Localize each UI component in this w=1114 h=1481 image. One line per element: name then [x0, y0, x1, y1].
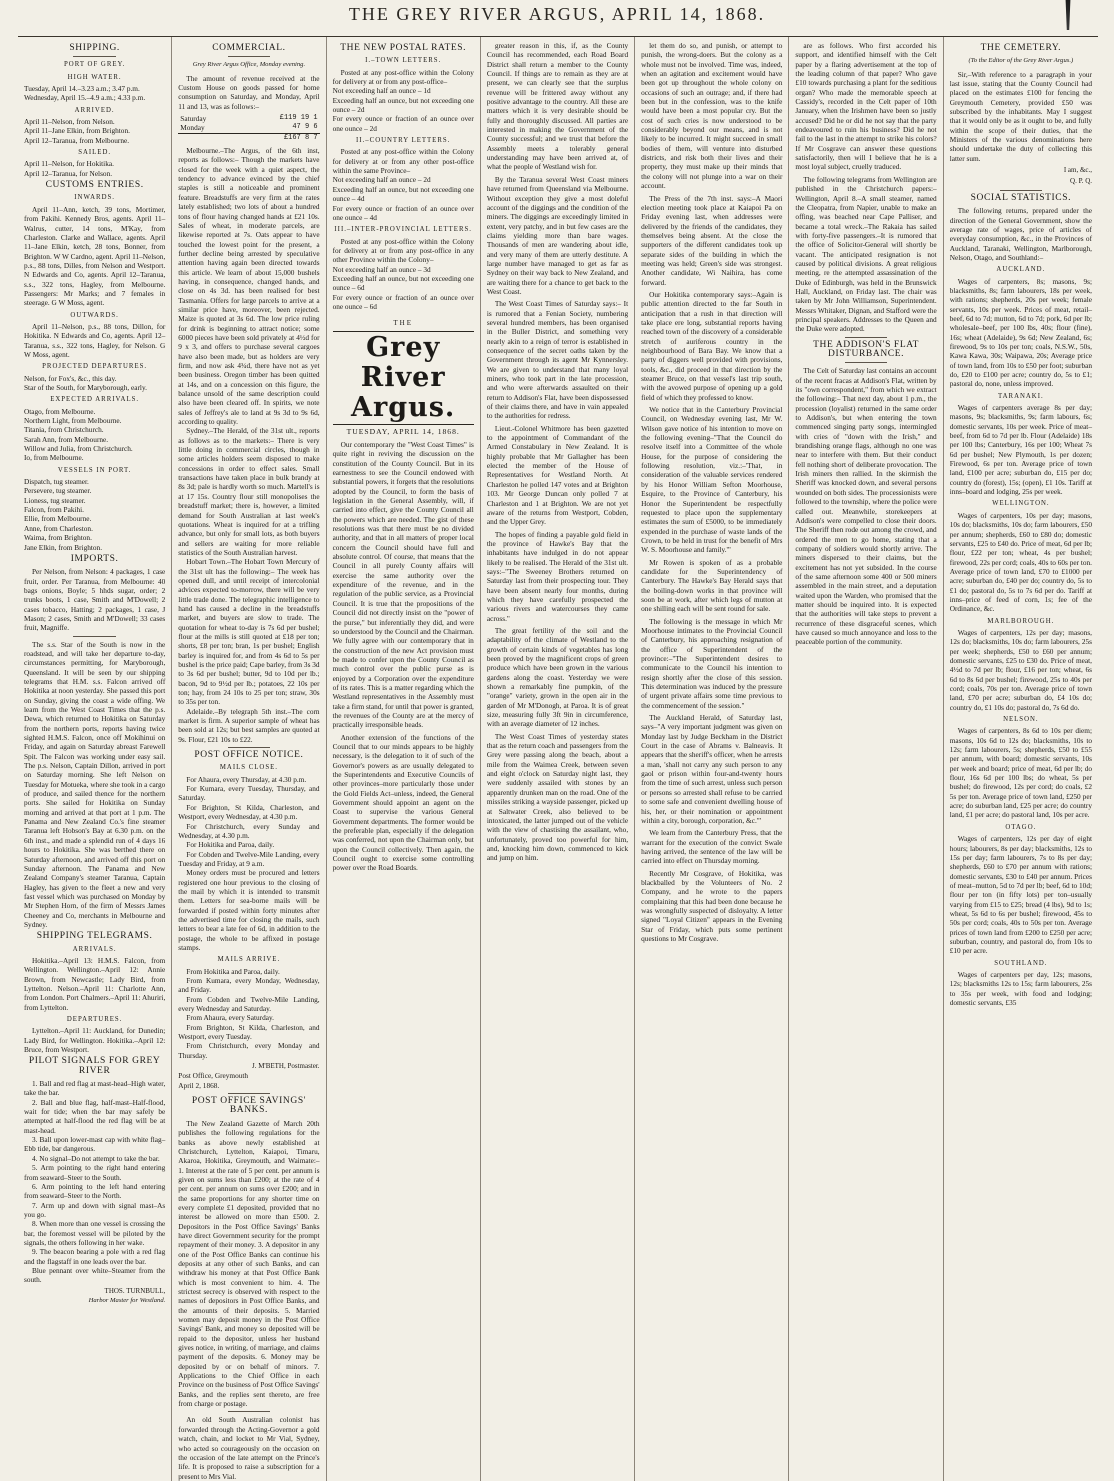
shipping-news: The s.s. Star of the South is now in the roadstead, and will take her departure to-day, circumstances permitting, for Maryborough, Queensland. It will be seen by our shipping telegrams that H.M. s.s. Falcon arrived off Hokitika at noon yesterday. She passed this port on Sunday, giving the coast a wide offing. We learn from the West Coast Times that the p.s. Dewa, which returned to Hokitika on Saturday from the northern ports, reports having twice sighted H.M.S. Falcon, once off Mokihinui on Friday, and again on Saturday abreast Farewell Spit. The Falcon was working under easy sail. The p.s. Nelson, Captain Dillon, arrived in port on Saturday morning. She left Nelson on Tuesday for Motueka, where she took in a cargo of produce, and sailed thence for the northern ports. She sailed for Hokitika on Sunday morning and arrived at that port at 1 p.m. The Panama and New Zealand Co.'s fine steamer Taranua left Hobson's Bay at 6.30 p.m. on the 6th inst., and made a splendid run of 4 days 16 hours to Hokitika. She was berthed there on Saturday afternoon, and arrived off this port on Sunday afternoon. The Panama and New Zealand Company's steamer Taranua, Captain Hagley, has given to the fleet a new and very fast vessel which was purchased on Monday by Mr Stephen Horn, of the firm of Messrs James Cheeney and Co, merchants in Melbourne and Sydney. — [24, 639, 166, 929]
sydney-report: Sydney.–The Herald, of the 31st ult., reports as follows as to the markets:– There is very little doing in commercial circles, though in some articles holders seem disposed to make concessions in order to effect sales. Small transactions have taken place in bulk brandy at 8s 3d; pale is hardly worth so much. Martell's is at 17 15s. Country flour still monopolises the breadstuff market; there is, however, a limited demand for South Australian at last week's quotations. Wheat is inquired for at a trifling advance, but only for small lots, as both buyers and sellers are waiting for more reliable statistics of the South Australian harvest. — [178, 426, 320, 557]
expected-line: Titania, from Christchurch. — [24, 425, 104, 435]
sailed-line: April 11–Nelson, for Hokitika. — [24, 159, 114, 169]
melbourne-report: Melbourne.–The Argus, of the 6th inst, reports as follows:– Though the markets have closed for the week with a quiet aspect, the tendency to advance evinced by the chief staples is still a noticeable and prominent feature. Breadstuffs are very firm at the rates lately established; two lots of about a hundred tons of flour having changed hands at £21 10s. Sales of wheat, in moderate parcels, are likewise reported at 7s. Oats appear to have touched the lowest point for the present, a further decline being arrested by speculative attention having again been directed towards this article. We learn of about 15,000 bushels having, in consequence, changed hands, and close on 4s 3d. has been realised for best Tasmania. Offers for large parcels to arrive at a similar price have, moreover, been rejected. Maize is quoted at 3s 6d. The low price ruling for drink is beginning to attract notice; some 6000 pieces have been sold privately at 4½d for 9 x 3, and offers to purchase several cargoes have also been made, but as holders are very firm, and now ask 4¾d, there have not as yet been business. Oregon timber has been quitted at 14s, and on a concession on this figure, the balance unsold of the same description could also have been cleared off. In spirits, we note sales of Jeffrey's ale to land at 9s 3d to 9s 6d, according to quality. — [178, 146, 320, 427]
paper-date: TUESDAY, APRIL 14, 1868. — [346, 426, 460, 436]
mails-arrive-label: MAILS ARRIVE. — [217, 956, 281, 964]
mail-close-line: For Cobden and Twelve-Mile Landing, every Tuesday and Friday, at 9 a.m. — [178, 849, 320, 868]
mail-arrive-line: From Cobden and Twelve-Mile Landing, every Wednesday and Saturday. — [178, 994, 320, 1014]
country-letters-intro: Posted at any post-office within the Colony for delivery at or from any other post-office within the same Province– — [332, 147, 474, 176]
province-text: Wages of carpenters per day, 12s; masons, 12s; blacksmiths 12s to 15s; farm labourers, 25s to 35s per week, with food and lodging; domestic servants, £35 — [949, 969, 1092, 1007]
in-port-line: Falcon, from Pakihi. — [24, 505, 84, 515]
revenue-amount: 47 9 6 — [292, 123, 318, 132]
editorial-paragraph: Another extension of the functions of the Council that to our minds appears to be highly necessary, is the delegation to it of such of the Governor's powers as are usually delegated to the Superintendents and Executive Councils of other provinces–more particularly those under the Gold Fields Act–unless, indeed, the General Government should appoint an agent on the Coast to supervise the various General Government departments. The former would be the preferable plan, especially if the delegation was conferred, not upon the Chairman only, but upon the Council collectively. Then again, the Council ought to exercise some controlling power over the Road Boards. — [332, 732, 474, 873]
telegram-departures-label: DEPARTURES. — [66, 1016, 123, 1023]
mail-arrive-line: From Kumara, every Monday, Wednesday, and Friday. — [178, 976, 320, 995]
postmaster-date: April 2, 1868. — [178, 1080, 220, 1090]
column-news-3 — [789, 37, 943, 1481]
masthead — [0, 0, 1114, 40]
pilot-signal: 6. Arm pointing to the left hand entering from seaward–Steer to the North. — [24, 1181, 166, 1201]
telegram-arrivals: Hokitika.–April 13: H.M.S. Falcon, from Wellington. Wellington.–April 12: Annie Brown, from Newcastle; Lady Bird, from Lyttelton. Nelson.–April 11: Charlotte Ann, from London. Port Chalmers.–April 11: Ahuriri, from Lyttelton. — [24, 955, 166, 1012]
revenue-intro: The amount of revenue received at the Custom House on goods passed for home consumption on Saturday, and Monday, April 11 and 13, was as follows:– — [178, 73, 320, 111]
column-editorial — [327, 37, 481, 1481]
expected-line: Io, from Melbourne. — [24, 453, 84, 463]
mail-arrive-line: From Ahaura, every Saturday. — [186, 1013, 274, 1023]
telegrams-title: SHIPPING TELEGRAMS. — [36, 931, 153, 942]
port-heading: PORT OF GREY. — [64, 61, 126, 69]
watch-notice: An old South Australian colonist has forwarded through the Acting-Governor a gold watch, chain, and locket to Mr Vial, Sydney, who acted so courageously on the occasion on the occasion of the late attempt on the Prince's life. It is proposed to raise a subscription for a present to Mrs Vial. — [178, 1415, 320, 1481]
news-paragraph: greater reason in this, if, as the County Council has recommended, each Road Board District shall return a member to the County Council. If things are to remain as they are at present, we can clearly see that the surplus revenue will be frittered away without any positive advantage to the country. All these are matters which it is very desirable should be fully and thoroughly discussed. All parties are interested in making the Government of the County successful; and we trust that before the Assembly meets a tolerably general understanding may have been arrived at, of what the people of Westland wish for. — [486, 41, 629, 172]
commercial-title: COMMERCIAL. — [212, 43, 286, 53]
column-news-2 — [635, 37, 789, 1481]
newspaper-columns — [18, 36, 1098, 1481]
rate-line: Not exceeding half an ounce – 3d — [332, 264, 431, 274]
column-commercial — [172, 37, 326, 1481]
news-paragraph: Mr Rowen is spoken of as a probable candidate for the Superintendency of Canterbury. The Hawke's Bay Herald says that the boiling-down works in that province will soon be at work, after which legs of mutton at one shilling each will be sent round for sale. — [641, 557, 783, 614]
mail-close-line: For Hokitika and Paroa, daily. — [186, 840, 275, 850]
expected-line: Northern Light, from Melbourne. — [24, 416, 122, 426]
in-port-line: Persevere, tug steamer. — [24, 486, 92, 496]
news-paragraph: The following is the message in which Mr Moorhouse intimates to the Provincial Council of Canterbury, his approaching resignation of the office of Superintendent of the province:–"The Superintendent desires to communicate to the Council his intention to resign shortly after the close of this session. This determination was induced by the pressure of urgent private affairs some time previous to the commencement of the session." — [641, 616, 783, 710]
arrived-line: April 12–Taranua, from Melbourne. — [24, 135, 130, 145]
savings-text: The New Zealand Gazette of March 20th publishes the following regulations for the banks as above newly established at Christchurch, Lyttelton, Kaiapoi, Timaru, Akaroa, Hokitika, Greymouth, and Waimate:– 1. Interest at the rate of 5 per cent. per annum is given on sums less than £200; at the rate of 4 per cent. per annum on sums over £200; and in the same proportions for any shorter time on every complete £1 deposited, provided that no interest be allowed on more than £500. 2. Depositors in the Post Office Savings' Banks have direct Government security for the prompt repayment of their money. 3. A depositor in any one of the Post Office Banks can continue his deposits at any other of such Banks, and can withdraw his money at that Post Office Bank which is most convenient to him. 4. The strictest secrecy is observed with respect to the names of depositors in Post Office Banks, and the amounts of their deposits. 5. Married women may deposit money in the Post Office Savings' Bank, and money so deposited will be repaid to the depositor, unless her husband gives notice, in writing, of marriage, and claims payment of the deposits. 6. Money may be deposited by or on behalf of minors. 7. Applications to the Chief Office in each Province on the business of Post Office Savings' Banks, and the replies sent thereto, are free from charge or postage. — [178, 1118, 320, 1409]
province-text: Wages of carpenters, 12s per day of eight hours; labourers, 8s per day; blacksmiths, 12s to 15s per day; farm labourers, 7s to 8s per day; shepherds, £60 to £70 per annum with rations; domestic servants, £30 to £40 per annum. Prices of meat–mutton, 5d to 7d per lb; beef, 6d to 10d; flour per ton (in fifty lots) per ton–usually varying from £15 to £25; bread (4 lbs), 9d to 1s; wheat, 5s 6d to 6s per bushel; firewood, 45s to 50s per cord; coals, 40s to 50s per ton. Average prices of town land from £200 to £250 per acre; suburban, country, and pastoral do, from 10s to £10 per acre. — [949, 834, 1092, 956]
arrived-line: April 11–Jane Elkin, from Brighton. — [24, 126, 130, 136]
divider — [228, 1093, 270, 1094]
harbour-master-signature: THOS. TURNBULL, — [104, 1286, 166, 1295]
inwards-label: INWARDS. — [74, 194, 115, 202]
office-line: Grey River Argus Office, Monday evening. — [192, 61, 306, 69]
news-paragraph: By the Taranua several West Coast miners have returned from Queensland via Melbourne. Without exception they give a most doleful account of the diggings and the condition of the miners. The diggings are exceedingly limited in extent, very patchy, and in but few cases are the claims yielding more than bare wages. Thousands of men are wandering about idle, and very many of them are utterly destitute. A large number have managed to get as far as Sydney on their way back to New Zealand, and are waiting there for a chance to get back to the West Coast. — [486, 174, 629, 296]
pilot-signal: 5. Arm pointing to the right hand entering from seaward–Steer to the South. — [24, 1163, 166, 1182]
adelaide-report: Adelaide.–By telegraph 5th inst.–The corn market is firm. A superior sample of wheat has been sold at 12s; but best samples are quoted at 9s. Flour, £21 10s to £22. — [178, 706, 320, 744]
paper-the: THE — [393, 319, 413, 328]
paper-title: Grey River Argus. — [333, 331, 474, 425]
news-paragraph: are as follows. Who first accorded his support, and identified himself with the Celt paper by a flaring advertisement at the top of the leading column of that paper? Who gave £10 towards purchasing a plant for the seditious organ? Who made the memorable speech at Cassidy's, recorded in the Celt paper of 10th January, when the Irishmen have been so justly accused? Did he or did he not say that the party endeavoured to ruin his business? Did he not fail to the last in the attempt to strike his colors? If Mr Cosgrave can answer these questions satisfactorily, then will I believe that he is a most loyal subject, cruelly traduced. — [795, 41, 937, 172]
news-paragraph: The West Coast Times of Saturday says:– It is rumored that a Fenian Society, numbering several hundred members, has been organised in the Buller District, and something very nearly akin to a reign of terror is established in consequence of the secret oaths taken by the Government through its agent Mr Kynnersley. We are given to understand that many loyal miners, who took part in the late procession, and who were afterwards assaulted on their return to Addison's Flat, have been dispossessed of their claims there, and have in vain appealed to the authorities for redress. — [486, 299, 629, 421]
news-paragraph: The West Coast Times of yesterday states that as the return coach and passengers from the Grey were passing along the beach, about a mile from the Waimea Creek, between seven and eight o'clock on Saturday night last, they were suddenly assailed with stones by an apparently drunken man on the road. One of the missiles striking a wayside passenger, picked up at Saltwater Creek, also believed to be intoxicated, the latter jumped out of the vehicle with the view of chastising the assailant, who, unfortunately, proved too powerful for him, and, knocking him down, commenced to kick and jump on him. — [486, 731, 629, 863]
paper-masthead — [333, 319, 474, 436]
outwards-label: OUTWARDS. — [70, 311, 119, 319]
in-port-line: Ellie, from Melbourne. — [24, 514, 92, 524]
sailed-line: April 12–Taranua, for Nelson. — [24, 168, 113, 178]
province-heading: OTAGO. — [1005, 823, 1037, 831]
news-paragraph: The following telegrams from Wellington are published in the Christchurch papers:– Wellington, April 8.–A small steamer, named the Cleopatra, from Napier, unable to make an offing, was beached near Cape Palliser, and became a total wreck.–The Rakaia has sailed with forty-five passengers.–It is rumored that the office of Solicitor-General will shortly be vacant. The anticipated resignation is not caused by political divisions. A great religious meeting, re the attempted assassination of the Duke of Edinburgh, was held in the Brunswick Hall, Auckland, on Friday last. The chair was taken by Mr John Williamson, Superintendent. Messrs Whitaker, Dignan, and Stafford were the principal speakers. Addresses to the Queen and the Duke were adopted. — [795, 174, 937, 334]
high-water-label: HIGH WATER. — [67, 73, 122, 81]
telegram-arrivals-label: ARRIVALS. — [72, 945, 117, 953]
rate-line: For every ounce or fraction of an ounce over one ounce – 2d — [332, 114, 474, 133]
divider — [73, 636, 115, 637]
rate-line: Not exceeding half an ounce – 1d — [332, 86, 431, 96]
divider — [1000, 190, 1043, 191]
inter-letters-intro: Posted at any post-office within the Colony for delivery at or from any post-office in any other Province within the Colony– — [332, 236, 474, 265]
postmaster-signature: J. M'BETH, Postmaster. — [251, 1062, 320, 1071]
mail-arrive-line: From Brighton, St Kilda, Charleston, and Westport, every Tuesday. — [178, 1022, 320, 1042]
news-paragraph: Recently Mr Cosgrave, of Hokitika, was blackballed by the Volunteers of No. 2 Company, and he wrote to the papers complaining that this had been done because he was wrongfully suspected of disloyalty. A letter signed "Loyal Citizen" appears in the Evening Star of Friday, which puts some pertinent questions to Mr Cosgrave. — [641, 868, 783, 943]
revenue-table — [178, 114, 319, 143]
province-heading: SOUTHLAND. — [994, 959, 1048, 967]
savings-title: POST OFFICE SAVINGS' BANKS. — [191, 1096, 307, 1116]
letter-closing: I am, &c., — [1063, 166, 1092, 175]
province-heading: MARLBOROUGH. — [987, 617, 1055, 625]
divider — [73, 56, 115, 57]
projected-line: Star of the South, for Maryborough, early. — [24, 383, 147, 392]
mail-arrive-line: From Christchurch, every Monday and Thursday. — [178, 1041, 320, 1060]
rate-line: Exceeding half an ounce, but not exceeding one ounce – 4d — [332, 184, 474, 204]
table-row — [178, 114, 319, 123]
revenue-day: Monday — [180, 123, 205, 133]
pilot-signal: Blue pennant over white–Steamer from the south. — [24, 1265, 166, 1285]
pilot-signal: 2. Ball and blue flag, half-mast–Half-flood, wait for tide; when the bar may safely be attempted at half-flood the red flag will be at mast-head. — [24, 1097, 166, 1135]
divider — [228, 747, 270, 748]
imports-text: Per Nelson, from Nelson: 4 packages, 1 case fruit, order. Per Taranua, from Melbourne: 40 bags onions, Boyle; 5 hhds sugar, order; 2 trunks boots, 1 case, Smith and M'Dowell; 2 cases tobacco, Hatting; 2 packages, 1 case, J Mason; 2 cases, Smith and M'Dowell; 33 cases fruit, Magniffe. — [24, 567, 166, 633]
pilot-signal: 1. Ball and red flag at mast-head–High water, take the bar. — [24, 1079, 166, 1098]
pilot-signal: 8. When more than one vessel is crossing the bar, the foremost vessel will be piloted by the signals, the others following in her wake. — [24, 1219, 166, 1247]
expected-label: EXPECTED ARRIVALS. — [50, 396, 140, 404]
in-port-line: Lioness, tug steamer. — [24, 495, 86, 505]
inwards-text: April 11–Ann, ketch, 39 tons, Mortimer, from Pakihi. Kennedy Bros, agents. April 11–Walrus, cutter, 14 tons, M'Kay, from Charleston. Clarke and Wallace, agents. April 11–Jane Elkin, ketch, 28 tons, Bonner, from Brighton. W W Cardno, agent. April 11–Nelson, p.s., 88 tons, Dilles, from Nelson and Westport. N Edwards and Co, agents. April 12–Taranua, s.s., 322 tons, Hagley, from Melbourne. Passengers: Mr Marks; and 7 females in steerage. G W Moss, agent. — [24, 204, 166, 308]
revenue-amount: £119 19 1 — [279, 114, 318, 123]
province-text: Wages of carpenters, 10s per day; masons, 10s do; blacksmiths, 10s do; farm labourers, £50 per annum; shepherds, £60 to £80 do; domestic servants, £25 to £40 do. Price of meat, 6d per lb; flour, £22 per ton; wheat, 4s per bushel; firewood, 22s per cord; coals, 40s to 60s per ton. Average price of town land, £70 to £1000 per acre; suburban do, £40 per do; country do, 5s to £1 do; pastoral do, 5s to 7s 6d per do. Tariff at inns–price of feed of corn, 1s; fee of the Ordinance, &c. — [949, 510, 1092, 614]
pilot-signal: 4. No signal–Do not attempt to take the bar. — [32, 1153, 160, 1163]
divider — [845, 337, 887, 338]
province-heading: AUCKLAND. — [996, 266, 1046, 274]
news-paragraph: We notice that in the Canterbury Provincial Council, on Wednesday evening last, Mr W. Wilson gave notice of his intention to move on the following evening–"That the Council do resolve itself into a Committee of the whole House, for the purpose of considering the following resolution, viz.:–'That, in consideration of the valuable services rendered by his Honor William Sefton Moorhouse, Esquire, to the Province of Canterbury, his Honor the Superintendent be respectfully requested to place upon the supplementary estimates the sum of £5000, to be immediately expended in the purchase of waste lands of the Crown, to be held in trust for the benefit of Mrs W. S. Moorhouse and family.'" — [641, 405, 783, 555]
sailed-label: SAILED. — [78, 149, 112, 157]
projected-label: PROJECTED DEPARTURES. — [42, 363, 148, 371]
rate-line: For every ounce or fraction of an ounce over one ounce – 4d — [332, 203, 474, 222]
post-office-title: POST OFFICE NOTICE. — [194, 750, 304, 761]
editorial-paragraph: Our contemporary the "West Coast Times" is quite right in reviving the discussion on the constitution of the County Council. But in its earnestness to see the Council endowed with substantial powers, it forgets that the resolutions adopted by the Council, to form the basis of legislation in the General Assembly, will, if carried into effect, give the County Council all the powers which are needed. The gist of these resolutions was that there must be no divided authority, and that in all matters of proper local concern the Council should have full and absolute control. Of course, that means that the Council in all purely County affairs will exercise the same authority over the expenditure of the revenue, and in the regulation of the public service, as a Provincial Council. It is true that the propositions of the Council did not directly insist on the "power of the purse," but inferentially they did, and were so understood by the Council and the Chairman. We fully agree with our contemporary that in the construction of the new Act provision must be made to confer upon the County Council as much control over the public purse as is enjoyed by a Corporation over the expenditure of its rates. This is a matter regarding which the Westland representatives in the Assembly must take a firm stand, for until that power is granted, the revenues of the County are at the mercy of practically irresponsible heads. — [332, 439, 474, 730]
in-port-line: Dispatch, tug steamer. — [24, 477, 89, 487]
town-letters-label: I.–TOWN LETTERS. — [365, 57, 442, 65]
shipping-title: SHIPPING. — [69, 43, 120, 53]
mail-close-line: For Ahaura, every Thursday, at 4.30 p.m. — [186, 774, 307, 784]
masthead-title: THE GREY RIVER ARGUS, APRIL 14, 1868. — [348, 4, 766, 24]
province-heading: TARANAKI. — [998, 392, 1044, 400]
revenue-total: £167 8 7 — [237, 133, 319, 143]
cemetery-title: THE CEMETERY. — [980, 43, 1062, 53]
outwards-text: April 11–Nelson, p.s., 88 tons, Dillon, for Hokitika. N Edwards and Co, agents. April 12–Taranua, s.s., 322 tons, Hagley, for Nelson. G W Moss, agent. — [24, 321, 166, 359]
mail-close-line: For Brighton, St Kilda, Charleston, and Westport, every Wednesday, at 4.30 p.m. — [178, 802, 320, 822]
rate-line: Exceeding half an ounce, but not exceeding one ounce – 6d — [332, 273, 474, 293]
rate-line: Exceeding half an ounce, but not exceeding one ounce – 2d — [332, 95, 474, 115]
province-text: Wages of carpenters, 12s per day; masons, 12s do; blacksmiths, 10s do; farm labourers, 25s per week; shepherds, £50 to £60 per annum; domestic servants, £25 to £30 do. Price of meat, 4½d to 7d per lb; flour, £16 per ton; wheat, 6s 6d to 8s 6d per bushel; firewood, 25s to 40s per cord; coals, 70s per ton. Average price of town land, £70 per acre; suburban do, £4 10s do; country do, £1 10s do; pastoral do, 7s 6d do. — [949, 627, 1092, 712]
imports-title: IMPORTS. — [70, 553, 119, 564]
news-paragraph: The hopes of finding a payable gold field in the province of Hawke's Bay that the inhabitants have indulged in do not appear likely to be realised. The Herald of the 31st ult. says:–"The Sweeney Brothers returned on Saturday last from their prospecting tour. They have been absent nearly four months, during which they have carefully prospected the various rivers and watercourses they came across." — [486, 529, 629, 623]
harbour-master-role: Harbor Master for Westland. — [88, 1296, 166, 1304]
mail-close-line: For Christchurch, every Sunday and Wednesday, at 4.30 p.m. — [178, 821, 320, 840]
news-paragraph: The Auckland Herald, of Saturday last, says–"A very important judgment was given on Monday last by Judge Beckham in the District Court in the case of Abrams v. Balneavis. It appears that the sheriff's officer, when he arrests a man, 'shall not carry any such person to any gaol or prison within four-and-twenty hours from the time of such arrest, unless such person or persons so arrested shall refuse to be carried to some safe and convenient dwelling house of his, her, or their nomination or appointment within a city, borough, corporation, &c.'" — [641, 713, 783, 825]
pilot-title: PILOT SIGNALS FOR GREY RIVER — [28, 1056, 161, 1076]
mail-arrive-line: From Hokitika and Paroa, daily. — [186, 966, 280, 976]
column-shipping — [18, 37, 172, 1481]
news-paragraph: Our Hokitika contemporary says:–Again is public attention directed to the far South in anticipation that a rush in that direction will take place ere long, substantial reports having reached town of the discovery of a considerable stretch of auriferous country in the neighbourhood of Bara Bay. We know that a party of diggers well provided with provisions, tools, &c., did proceed in that direction by the steamer Bruce, on that vessel's last trip south, with the avowed purpose of opening up a gold field of which they professed to know. — [641, 289, 783, 402]
in-port-label: VESSELS IN PORT. — [57, 466, 132, 474]
social-statistics-title: SOCIAL STATISTICS. — [970, 192, 1072, 203]
arrived-line: April 11–Nelson, from Nelson. — [24, 117, 115, 127]
mails-close-label: MAILS CLOSE. — [219, 764, 278, 772]
mail-close-line: For Kumara, every Tuesday, Thursday, and Saturday. — [178, 784, 320, 803]
inter-letters-label: III.–INTER-PROVINCIAL LETTERS. — [334, 226, 472, 234]
rate-line: For every ounce or fraction of an ounce over one ounce – 6d — [332, 292, 474, 311]
news-paragraph: Lieut.-Colonel Whitmore has been gazetted to the appointment of Commandant of the Armed Constabulary in New Zealand. It is highly probable that Mr Gallagher has been elected the member of the House of Representatives for Westland North. At Charleston he polled 147 votes and at Brighton 103. Mr George Duncan only polled 7 at Charleston and 1 at Brighton. We are not yet aware of the returns from Westport, Cobden, and the Upper Grey. — [486, 423, 629, 527]
statistics-intro: The following returns, prepared under the direction of the General Government, show the average rate of wages, price of articles of everyday consumption, &c., in the Provinces of Auckland, Taranaki, Wellington, Marlborough, Nelson, Otago, and Southland:– — [949, 206, 1092, 262]
in-port-line: Waima, from Brighton. — [24, 533, 92, 543]
in-port-line: Anne, from Charleston. — [24, 523, 93, 533]
province-heading: NELSON. — [1003, 716, 1039, 724]
table-row — [178, 123, 319, 133]
province-text: Wages of carpenters average 8s per day; masons, 9s; blacksmiths, 9s; farm labours, 6s; domestic servants, 10s per week. Price of meat–beef, from 6d to 7d per lb. Flour (Adelaide) 18s per 100 lbs; Canterbury, 16s per 100; Wheat 7s 6d per bushel; New Plymouth, 1s per dozen; Firewood, 6s per ton. Average price of town land, £100 per acre; suburban do, £15 per do; country do (forest), 15s; (open), £1 10s. Tariff at inns–board and lodging, 25s per week. — [949, 403, 1092, 497]
arrived-label: ARRIVED. — [74, 106, 115, 114]
pilot-signal: 3. Ball upon lower-mast cap with white flag–Ebb tide, bar dangerous. — [24, 1135, 166, 1154]
high-water-line: Wednesday, April 15.–4.9 a.m.; 4.33 p.m. — [24, 93, 146, 103]
news-paragraph: The Celt of Saturday last contains an account of the recent fracas at Addison's Flat, written by its "own correspondent," from which we extract the following:– That next day, about 1 p.m., the procession (loyalist) returned in the same order to Addison's, but when entering the town commenced singing party songs, intermingled with cries of "down with the Irish," and brandishing orange flags, although no one was near to interfere with them. But their conduct fell nothing short of deliberate provocation. The Irish miners then rallied. In the skirmish the Sheriff was knocked down, and several persons wounded on both sides. The processionists were followed to the township, where the police were called out. Meanwhile, storekeepers at Addison's were compelled to close their doors. The Sheriff then rode out among the crowd, and ordered the men to go home, stating that a company of soldiers would shortly arrive. The miners dispersed to their claims, but the excitement has not yet subsided. In the course of the same afternoon some 400 or 500 miners assembled in the main street, and a deputation waited upon the Warden, who promised that the matter should be inquired into. It is expected that the authorities will take steps to prevent a recurrence of these disgraceful scenes, which have caused so much annoyance and loss to the peaceable portion of the community. — [795, 366, 937, 647]
divider — [228, 56, 270, 57]
in-port-line: Jane Elkin, from Brighton. — [24, 542, 103, 552]
postal-rates-title: THE NEW POSTAL RATES. — [340, 43, 467, 53]
province-text: Wages of carpenters, 8s; masons, 9s; blacksmiths, 8s; farm labourers, 18s per week, with rations; shepherds, 20s per week; female servants, 10s per week. Prices of meat, retail–beef, 6d to 7d; mutton, 6d to 7d; pork, 6d per lb; wholesale–beef, per 100 lbs, 40s; flour (fine), 16s; wheat (Adelaide), 9s 6d; New Zealand, 6s; firewood, 9s to 10s per ton; coals, N.S.W., 50s, Kawa Kawa, 30s; Waipawa, 20s; Average price of town land, from 10s to £50 per foot; suburban do, £20 to £100 per acre; country do, 5s to £1; pastoral do, none, unless improved. — [949, 276, 1092, 389]
revenue-day: Saturday — [180, 114, 207, 124]
postmaster-office: Post Office, Greymouth — [178, 1071, 249, 1081]
province-text: Wages of carpenters, 8s 6d to 10s per diem; masons, 10s 6d to 12s do; blacksmiths, 10s to 12s; farm labourers, 5s; shepherds, £50 to £55 per annum, with board; domestic servants, 10s per week and board; price of meat, 6d per lb; do flour, 16s 6d per 100 lbs; do wheat, 5s per bushel; do firewood, 12s per cord; do coals, £2 5s per ton. Average price of town land, £250 per acre; do suburban land, £25 per acre; do country land, £1 per acre; do pastoral land, 10s per acre. — [949, 726, 1092, 820]
news-paragraph: The great fertility of the soil and the adaptability of the climate of Westland to the growth of certain kinds of vegetables has long been proved by the magnificent crops of green produce which have been grown in the various gardens along the coast. Yesterday we were shown a remarkably fine pumpkin, of the "orange" variety, grown in the open air in the garden of Mr M'Donogh, at Paroa. It is of great size, measuring fully 3ft 9in in circumference, with an average diameter of 12 inches. — [486, 625, 629, 729]
news-paragraph: The Press of the 7th inst. says:–A Maori election meeting took place at Kaiapoi Pa on Friday evening last, when addresses were delivered by the friends of the candidates, they themselves being absent. At the close the supporters of the different candidates took up separate sides of the building in which the meeting was held; Green's side was strongest. Another candidate, Wi Naihira, has come forward. — [641, 193, 783, 287]
town-letters-intro: Posted at any post-office within the Colony for delivery at or from any post-office– — [332, 67, 474, 87]
expected-line: Otago, from Melbourne. — [24, 406, 96, 416]
column-news-1 — [481, 37, 635, 1481]
pilot-signal: 9. The beacon bearing a pole with a red flag and the flagstaff in one leads over the bar. — [24, 1247, 166, 1266]
country-letters-label: II.–COUNTRY LETTERS. — [356, 137, 451, 145]
expected-line: Sarah Ann, from Melbourne. — [24, 434, 109, 444]
province-heading: WELLINGTON. — [992, 500, 1050, 508]
table-row-total — [178, 133, 319, 143]
hobart-report: Hobart Town.–The Hobart Town Mercury of the 31st ult has the following:– The week has opened dull, and until receipt of intercolonial advices expected to-morrow, there will be very little trade done. The telegraphic intelligence to hand has caused a decline in the breadstuffs market, and buyers are slow to trade. The quotation for wheat to-day is 7s 6d per bushel; flour at the mills is still quoted at £18 per ton; shorts, £8 per ton; bran, 1s per bushel; English barley is inquired for, and from 4s 6d to 5s per bushel is the price paid; Cape barley, from 3s 3d to 3s 6d per bushel; butter, 9d to 10d per lb.; bacon, 9d to 9½d per lb.; potatoes, 22 10s per ton; hay, from 24 10s to 25 per ton; straw, 30s to 35s per ton. — [178, 557, 320, 707]
letter-signature: Q. P. Q. — [1070, 177, 1092, 186]
high-water-line: Tuesday, April 14.–3.23 a.m.; 3.47 p.m. — [24, 84, 140, 94]
expected-line: Willow and Julia, from Christchurch. — [24, 444, 133, 454]
news-paragraph: We learn from the Canterbury Press, that the warrant for the execution of the convict Swale having arrived, the sentence of the law will be carried into effect on Thursday morning. — [641, 828, 783, 866]
addisons-flat-title: THE ADDISON'S FLAT DISTURBANCE. — [813, 339, 920, 359]
projected-line: Nelson, for Fox's, &c., this day. — [24, 373, 117, 383]
pilot-signal: 7. Arm up and down with signal mast–As you go. — [24, 1200, 166, 1219]
cemetery-letter: Sir,–With reference to a paragraph in your last issue, stating that the County Council had placed on the estimates £100 for fencing the Greymouth Cemetery, provided £50 was subscribed by the inhabitants. May I suggest that it would only be as it ought to be, and fully within the scope of their duties, that the Ministers of the various denominations here should undertake the duty of collecting this latter sum. — [949, 69, 1092, 163]
rate-line: Not exceeding half an ounce – 2d — [332, 175, 431, 185]
customs-title: CUSTOMS ENTRIES. — [45, 180, 144, 191]
telegram-departures: Lyttelton.–April 11: Auckland, for Dunedin; Lady Bird, for Wellington. Hokitika.–April 12: Bruce, from Westport. — [24, 1026, 166, 1055]
money-orders-notice: Money orders must be procured and letters registered one hour previous to the closing of the mail by which it is intended to transmit them. Letters for sea-borne mails will be forwarded if posted within forty minutes after the advertised time for closing the mails, such letters to bear a late fee of 6d, in addition to the postage, the whole to be affixed in postage stamps. — [178, 868, 320, 952]
news-paragraph: let them do so, and punish, or attempt to punish, the wrong-doers. But the colony as a whole must not be involved. Time was, indeed, when an agitation and excitement would have been got up throughout the whole colony on occasions of such an outrage; and, if there had been but in the confession, was to the knife would have been a most popular cry. But the cost of such cries is now understood to be considerably beyond our means, and is not likely to be incurred. It might succeed in small bodies of them, will venture into disturbed districts, and risk both their lives and their property, they must make up their minds that the colony will not plunge into a war on their account. — [641, 41, 783, 191]
divider — [228, 1411, 270, 1412]
divider — [845, 362, 887, 363]
column-statistics — [944, 37, 1098, 1481]
letter-addressee: (To the Editor of the Grey River Argus.) — [968, 57, 1074, 65]
